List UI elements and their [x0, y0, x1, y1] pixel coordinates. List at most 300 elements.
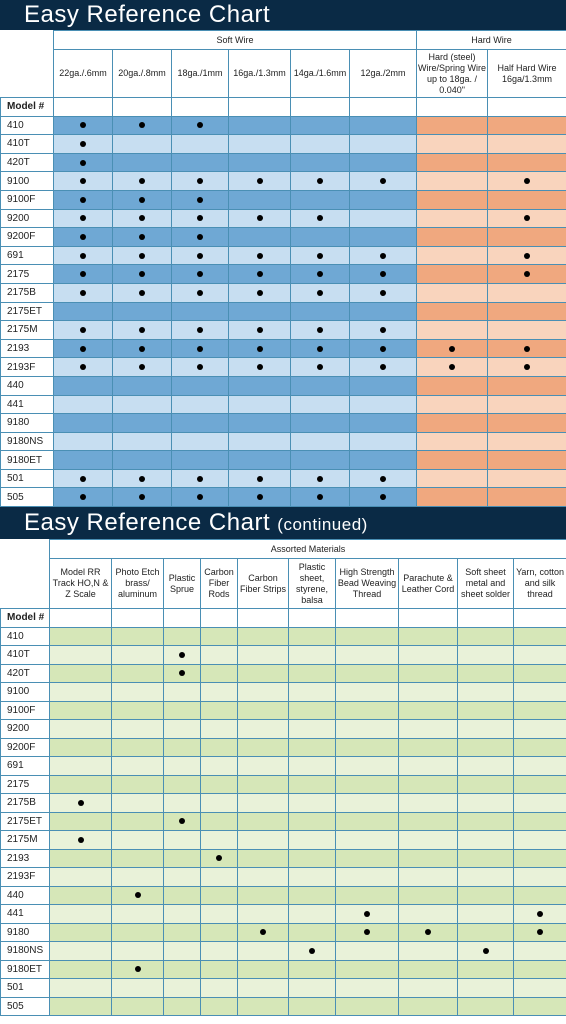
- compatibility-cell: [458, 720, 514, 739]
- compatibility-cell: [238, 960, 289, 979]
- compatible-dot-icon: [380, 271, 386, 277]
- compatibility-cell: [458, 923, 514, 942]
- compatibility-cell: [458, 979, 514, 998]
- model-label: 440: [1, 376, 54, 395]
- compatibility-cell: [164, 720, 201, 739]
- chart-title-text: Easy Reference Chart: [24, 509, 271, 537]
- compatible-dot-icon: [317, 271, 323, 277]
- model-label: 505: [1, 488, 54, 507]
- compatibility-cell: [113, 246, 172, 265]
- compatibility-cell: [113, 488, 172, 507]
- compatibility-cell: [164, 960, 201, 979]
- compatibility-cell: [514, 979, 566, 998]
- compatibility-cell: [172, 414, 229, 433]
- compatibility-cell: [229, 488, 291, 507]
- compatible-dot-icon: [257, 290, 263, 296]
- model-label: 410: [1, 627, 50, 646]
- compatibility-cell: [291, 172, 350, 191]
- table-row: [1, 451, 566, 470]
- compatibility-cell: [164, 905, 201, 924]
- compatibility-cell: [514, 960, 566, 979]
- compatibility-cell: [458, 701, 514, 720]
- compatibility-cell: [514, 627, 566, 646]
- compatibility-cell: [399, 812, 458, 831]
- compatible-dot-icon: [197, 178, 203, 184]
- compatible-dot-icon: [524, 253, 530, 259]
- compatibility-cell: [514, 942, 566, 961]
- compatibility-cell: [350, 432, 417, 451]
- chart-title-suffix: (continued): [277, 515, 368, 535]
- compatibility-cell: [172, 395, 229, 414]
- compatibility-cell: [350, 209, 417, 228]
- table-row: [1, 302, 566, 321]
- compatibility-cell: [399, 794, 458, 813]
- compatibility-cell: [488, 265, 566, 284]
- compatible-dot-icon: [216, 855, 222, 861]
- table-row: [1, 720, 566, 739]
- compatibility-cell: [417, 246, 488, 265]
- model-label: 9180: [1, 414, 54, 433]
- compatible-dot-icon: [425, 929, 431, 935]
- compatibility-cell: [229, 190, 291, 209]
- model-label: 2175B: [1, 794, 50, 813]
- compatibility-cell: [50, 775, 112, 794]
- compatibility-cell: [50, 886, 112, 905]
- compatibility-cell: [336, 923, 399, 942]
- compatibility-cell: [201, 960, 238, 979]
- compatibility-cell: [336, 831, 399, 850]
- compatible-dot-icon: [257, 271, 263, 277]
- compatibility-cell: [113, 228, 172, 247]
- compatibility-cell: [112, 757, 164, 776]
- table-row: [1, 358, 566, 377]
- compatible-dot-icon: [483, 948, 489, 954]
- compatibility-cell: [417, 153, 488, 172]
- compatibility-cell: [172, 283, 229, 302]
- compatibility-cell: [113, 265, 172, 284]
- compatibility-cell: [291, 358, 350, 377]
- compatibility-cell: [289, 794, 336, 813]
- compatibility-cell: [514, 923, 566, 942]
- model-label: 2193F: [1, 868, 50, 887]
- group-header-assorted-materials: Assorted Materials: [50, 540, 566, 559]
- compatible-dot-icon: [197, 364, 203, 370]
- compatibility-cell: [488, 488, 566, 507]
- column-header-carbon-fiber-rods: Carbon Fiber Rods: [201, 559, 238, 609]
- compatibility-cell: [350, 358, 417, 377]
- compatibility-cell: [229, 265, 291, 284]
- compatibility-cell: [399, 683, 458, 702]
- table-row: [1, 831, 566, 850]
- compatibility-cell: [514, 794, 566, 813]
- model-label: 2175M: [1, 831, 50, 850]
- table-row: [1, 190, 566, 209]
- compatibility-cell: [54, 246, 113, 265]
- compatibility-cell: [336, 738, 399, 757]
- compatibility-cell: [417, 265, 488, 284]
- compatibility-cell: [350, 488, 417, 507]
- compatibility-cell: [229, 283, 291, 302]
- compatibility-cell: [112, 627, 164, 646]
- compatibility-cell: [291, 339, 350, 358]
- compatibility-cell: [289, 886, 336, 905]
- compatible-dot-icon: [524, 364, 530, 370]
- model-label: 2175M: [1, 321, 54, 340]
- compatibility-cell: [229, 395, 291, 414]
- compatible-dot-icon: [260, 929, 266, 935]
- column-header-photo-etch-brass-aluminum: Photo Etch brass/ aluminum: [112, 559, 164, 609]
- compatibility-cell: [172, 339, 229, 358]
- compatibility-cell: [488, 339, 566, 358]
- compatible-dot-icon: [364, 911, 370, 917]
- model-number-header: Model #: [1, 609, 50, 628]
- compatibility-cell: [350, 228, 417, 247]
- chart-title: Easy Reference Chart: [0, 0, 566, 30]
- compatibility-cell: [514, 997, 566, 1016]
- compatibility-cell: [229, 432, 291, 451]
- compatibility-cell: [336, 886, 399, 905]
- compatibility-cell: [514, 775, 566, 794]
- compatibility-cell: [229, 376, 291, 395]
- compatibility-cell: [50, 849, 112, 868]
- compatibility-cell: [350, 376, 417, 395]
- compatible-dot-icon: [135, 966, 141, 972]
- compatibility-cell: [229, 153, 291, 172]
- compatibility-cell: [458, 831, 514, 850]
- compatibility-cell: [201, 775, 238, 794]
- compatibility-cell: [113, 153, 172, 172]
- compatible-dot-icon: [257, 327, 263, 333]
- compatibility-cell: [201, 886, 238, 905]
- model-label: 505: [1, 997, 50, 1016]
- compatibility-cell: [201, 757, 238, 776]
- model-label: 2175ET: [1, 302, 54, 321]
- compatible-dot-icon: [197, 290, 203, 296]
- compatibility-cell: [458, 738, 514, 757]
- compatibility-cell: [350, 302, 417, 321]
- compatibility-cell: [172, 358, 229, 377]
- column-header-yarn-cotton-and-silk-thread: Yarn, cotton and silk thread: [514, 559, 566, 609]
- compatibility-cell: [112, 849, 164, 868]
- compatibility-cell: [112, 997, 164, 1016]
- compatibility-cell: [458, 683, 514, 702]
- compatibility-cell: [417, 358, 488, 377]
- table-row: [1, 228, 566, 247]
- compatibility-cell: [112, 942, 164, 961]
- compatibility-cell: [488, 376, 566, 395]
- compatibility-cell: [291, 246, 350, 265]
- compatibility-cell: [399, 701, 458, 720]
- compatibility-cell: [112, 812, 164, 831]
- column-header-model-rr-track-ho-n-z-scale: Model RR Track HO,N & Z Scale: [50, 559, 112, 609]
- compatibility-cell: [201, 794, 238, 813]
- compatibility-cell: [458, 886, 514, 905]
- compatibility-cell: [458, 627, 514, 646]
- compatibility-cell: [229, 135, 291, 154]
- compatibility-cell: [54, 190, 113, 209]
- compatibility-cell: [54, 469, 113, 488]
- table-row: [1, 960, 566, 979]
- compatibility-cell: [172, 488, 229, 507]
- compatibility-cell: [488, 432, 566, 451]
- compatibility-cell: [164, 701, 201, 720]
- compatibility-cell: [201, 923, 238, 942]
- compatibility-cell: [514, 683, 566, 702]
- compatible-dot-icon: [139, 253, 145, 259]
- compatibility-cell: [112, 683, 164, 702]
- compatibility-cell: [238, 664, 289, 683]
- compatibility-cell: [229, 116, 291, 135]
- column-header-plastic-sprue: Plastic Sprue: [164, 559, 201, 609]
- compatibility-cell: [54, 228, 113, 247]
- compatible-dot-icon: [179, 652, 185, 658]
- table-row: [1, 979, 566, 998]
- compatibility-cell: [164, 923, 201, 942]
- table-row: [1, 209, 566, 228]
- compatibility-cell: [238, 701, 289, 720]
- model-label: 420T: [1, 664, 50, 683]
- compatibility-cell: [458, 664, 514, 683]
- compatibility-cell: [54, 488, 113, 507]
- compatibility-cell: [458, 942, 514, 961]
- model-label: 9100F: [1, 190, 54, 209]
- compatibility-cell: [488, 358, 566, 377]
- compatibility-cell: [417, 469, 488, 488]
- compatible-dot-icon: [139, 234, 145, 240]
- compatibility-cell: [238, 831, 289, 850]
- compatibility-cell: [291, 116, 350, 135]
- compatibility-cell: [113, 172, 172, 191]
- table-row: [1, 775, 566, 794]
- compatibility-cell: [113, 376, 172, 395]
- compatibility-cell: [488, 190, 566, 209]
- compatibility-cell: [289, 979, 336, 998]
- compatible-dot-icon: [80, 327, 86, 333]
- compatibility-cell: [399, 664, 458, 683]
- compatibility-cell: [54, 432, 113, 451]
- compatibility-cell: [172, 116, 229, 135]
- compatible-dot-icon: [197, 197, 203, 203]
- compatibility-cell: [112, 794, 164, 813]
- compatibility-cell: [164, 627, 201, 646]
- compatibility-cell: [50, 627, 112, 646]
- table-row: [1, 246, 566, 265]
- compatibility-cell: [201, 942, 238, 961]
- compatibility-cell: [172, 153, 229, 172]
- model-label: 2175: [1, 265, 54, 284]
- model-label: 441: [1, 395, 54, 414]
- compatibility-cell: [238, 812, 289, 831]
- compatibility-cell: [289, 812, 336, 831]
- compatibility-cell: [50, 794, 112, 813]
- compatibility-cell: [113, 358, 172, 377]
- compatible-dot-icon: [139, 271, 145, 277]
- compatibility-cell: [164, 886, 201, 905]
- compatibility-cell: [488, 246, 566, 265]
- compatible-dot-icon: [449, 346, 455, 352]
- compatibility-cell: [336, 720, 399, 739]
- compatibility-cell: [488, 395, 566, 414]
- compatibility-cell: [54, 376, 113, 395]
- compatibility-cell: [172, 228, 229, 247]
- compatibility-cell: [417, 339, 488, 358]
- compatibility-cell: [50, 979, 112, 998]
- compatibility-cell: [399, 868, 458, 887]
- chart-title-continued: [0, 507, 566, 539]
- compatibility-cell: [336, 812, 399, 831]
- compatibility-cell: [50, 738, 112, 757]
- table-row: [1, 395, 566, 414]
- compatibility-cell: [172, 135, 229, 154]
- compatible-dot-icon: [380, 494, 386, 500]
- compatibility-cell: [291, 228, 350, 247]
- compatibility-cell: [238, 646, 289, 665]
- compatibility-cell: [289, 923, 336, 942]
- compatibility-cell: [113, 432, 172, 451]
- compatible-dot-icon: [78, 837, 84, 843]
- compatibility-cell: [164, 849, 201, 868]
- compatibility-cell: [514, 738, 566, 757]
- compatibility-cell: [336, 646, 399, 665]
- compatibility-cell: [113, 190, 172, 209]
- compatible-dot-icon: [80, 141, 86, 147]
- compatible-dot-icon: [257, 476, 263, 482]
- compatibility-cell: [164, 664, 201, 683]
- compatibility-cell: [336, 627, 399, 646]
- compatibility-cell: [291, 321, 350, 340]
- compatibility-cell: [336, 905, 399, 924]
- compatibility-cell: [289, 997, 336, 1016]
- compatibility-cell: [113, 395, 172, 414]
- compatibility-cell: [54, 116, 113, 135]
- compatibility-cell: [291, 283, 350, 302]
- compatibility-cell: [488, 321, 566, 340]
- compatibility-cell: [112, 720, 164, 739]
- model-label: 9180NS: [1, 942, 50, 961]
- compatibility-cell: [50, 720, 112, 739]
- compatible-dot-icon: [257, 253, 263, 259]
- table-row: [1, 683, 566, 702]
- compatibility-cell: [50, 646, 112, 665]
- model-label: 2175B: [1, 283, 54, 302]
- compatible-dot-icon: [537, 911, 543, 917]
- compatible-dot-icon: [80, 271, 86, 277]
- compatibility-cell: [399, 905, 458, 924]
- compatibility-cell: [50, 831, 112, 850]
- compatibility-cell: [458, 757, 514, 776]
- compatibility-cell: [54, 451, 113, 470]
- compatibility-cell: [54, 135, 113, 154]
- compatibility-cell: [336, 979, 399, 998]
- compatibility-cell: [164, 794, 201, 813]
- compatibility-cell: [417, 135, 488, 154]
- compatibility-cell: [514, 664, 566, 683]
- compatible-dot-icon: [537, 929, 543, 935]
- compatible-dot-icon: [179, 670, 185, 676]
- compatible-dot-icon: [197, 234, 203, 240]
- compatible-dot-icon: [80, 178, 86, 184]
- compatibility-cell: [238, 757, 289, 776]
- compatibility-cell: [350, 469, 417, 488]
- compatibility-cell: [291, 153, 350, 172]
- compatibility-cell: [201, 664, 238, 683]
- compatible-dot-icon: [317, 494, 323, 500]
- compatibility-cell: [417, 116, 488, 135]
- compatibility-cell: [350, 190, 417, 209]
- compatible-dot-icon: [317, 476, 323, 482]
- model-label: 420T: [1, 153, 54, 172]
- compatibility-cell: [291, 135, 350, 154]
- compatibility-cell: [350, 321, 417, 340]
- compatibility-cell: [54, 153, 113, 172]
- compatibility-cell: [350, 339, 417, 358]
- compatible-dot-icon: [139, 494, 145, 500]
- compatible-dot-icon: [380, 364, 386, 370]
- compatibility-cell: [417, 172, 488, 191]
- compatibility-cell: [350, 116, 417, 135]
- compatible-dot-icon: [139, 346, 145, 352]
- compatible-dot-icon: [257, 215, 263, 221]
- compatibility-cell: [201, 997, 238, 1016]
- compatibility-cell: [112, 923, 164, 942]
- model-label: 9180NS: [1, 432, 54, 451]
- table-row: [1, 432, 566, 451]
- compatibility-cell: [50, 923, 112, 942]
- compatibility-cell: [488, 116, 566, 135]
- compatible-dot-icon: [380, 476, 386, 482]
- compatibility-cell: [54, 265, 113, 284]
- table-row: [1, 664, 566, 683]
- compatibility-cell: [458, 812, 514, 831]
- compatibility-cell: [514, 701, 566, 720]
- compatibility-cell: [172, 265, 229, 284]
- compatibility-cell: [417, 395, 488, 414]
- compatibility-cell: [54, 172, 113, 191]
- compatibility-cell: [417, 228, 488, 247]
- compatibility-cell: [164, 757, 201, 776]
- compatibility-cell: [50, 664, 112, 683]
- table-row: [1, 627, 566, 646]
- compatibility-cell: [514, 868, 566, 887]
- compatible-dot-icon: [139, 178, 145, 184]
- compatibility-cell: [417, 488, 488, 507]
- compatibility-cell: [289, 960, 336, 979]
- compatibility-cell: [50, 997, 112, 1016]
- column-header-soft-sheet-metal-and-sheet-solder: Soft sheet metal and sheet solder: [458, 559, 514, 609]
- column-header-16ga-1-3mm: 16ga./1.3mm: [229, 50, 291, 98]
- compatibility-cell: [458, 794, 514, 813]
- column-header-high-strength-bead-weaving-thread: High Strength Bead Weaving Thread: [336, 559, 399, 609]
- compatibility-cell: [291, 302, 350, 321]
- compatibility-cell: [238, 997, 289, 1016]
- compatibility-cell: [289, 701, 336, 720]
- compatibility-cell: [112, 886, 164, 905]
- compatibility-cell: [229, 451, 291, 470]
- compatibility-cell: [54, 302, 113, 321]
- model-label: 9100: [1, 683, 50, 702]
- compatibility-cell: [50, 868, 112, 887]
- compatible-dot-icon: [524, 346, 530, 352]
- group-header-soft-wire: Soft Wire: [54, 31, 417, 50]
- compatibility-cell: [417, 209, 488, 228]
- compatible-dot-icon: [139, 476, 145, 482]
- compatibility-cell: [336, 997, 399, 1016]
- soft-hard-wire-table: [0, 30, 566, 507]
- compatibility-cell: [229, 228, 291, 247]
- compatibility-cell: [514, 905, 566, 924]
- compatibility-cell: [201, 701, 238, 720]
- compatibility-cell: [172, 172, 229, 191]
